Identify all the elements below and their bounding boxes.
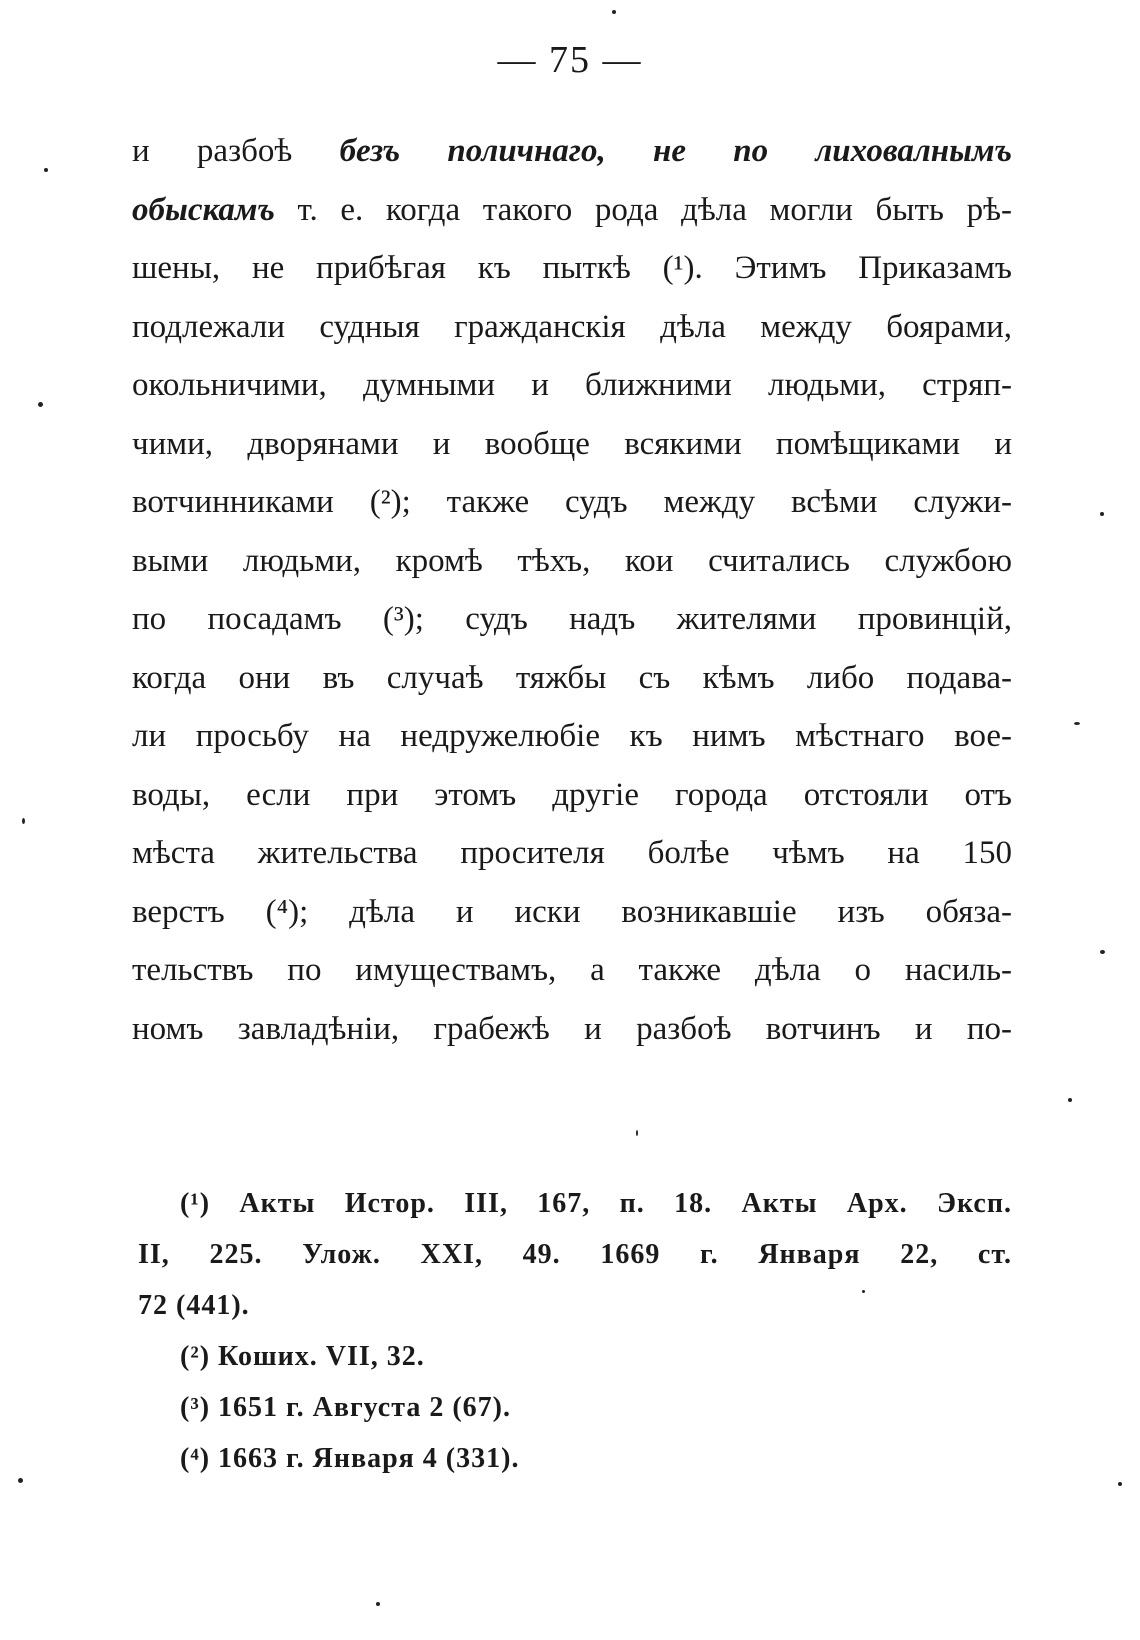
text-line xyxy=(132,766,1012,825)
text-segment: и разбоѣ xyxy=(132,133,340,169)
text-line xyxy=(132,181,1012,240)
footnote-line: (⁴) 1663 г. Января 4 (331). xyxy=(180,1443,520,1474)
scan-speck xyxy=(1100,950,1105,954)
text-segment: ли просьбу на недружелюбіе къ нимъ мѣстнаго вое- xyxy=(132,718,1012,754)
page-number: — 75 — xyxy=(497,39,643,81)
footnote-line: (²) Коших. VII, 32. xyxy=(180,1341,425,1372)
text-segment: окольничими, думными и ближними людьми, стряп- xyxy=(132,367,1012,403)
italic-phrase: безъ поличнаго, не по лиховалнымъ xyxy=(339,133,1012,169)
text-line xyxy=(132,532,1012,591)
text-line xyxy=(132,649,1012,708)
text-line xyxy=(132,941,1012,1000)
scan-speck xyxy=(612,10,616,14)
text-line xyxy=(132,298,1012,357)
text-line xyxy=(132,473,1012,532)
scan-speck xyxy=(1100,512,1104,516)
text-segment: тельствъ по имуществамъ, а также дѣла о насиль- xyxy=(132,952,1012,988)
text-segment: мѣста жительства просителя болѣе чѣмъ на 150 xyxy=(132,835,1012,871)
text-segment: подлежали судныя гражданскія дѣла между боярами, xyxy=(132,308,1012,345)
text-line xyxy=(132,415,1012,474)
text-segment: верстъ (⁴); дѣла и иски возникавшіе изъ обяза- xyxy=(132,893,1012,930)
scan-speck xyxy=(1118,1482,1122,1486)
scan-speck xyxy=(1074,722,1080,725)
scan-speck xyxy=(38,402,43,407)
text-segment: чими, дворянами и вообще всякими помѣщиками и xyxy=(132,425,1012,462)
scan-speck xyxy=(636,1130,638,1136)
text-line xyxy=(132,356,1012,415)
text-segment: вотчинниками (²); также судъ между всѣми служи- xyxy=(132,484,1012,520)
text-line xyxy=(132,824,1012,883)
text-line xyxy=(132,122,1012,181)
main-text-block xyxy=(132,122,1012,1058)
text-segment: т. е. когда такого рода дѣла могли быть рѣ- xyxy=(274,191,1012,228)
text-line xyxy=(132,707,1012,766)
scan-speck xyxy=(862,1290,865,1293)
text-line xyxy=(132,883,1012,942)
text-line xyxy=(132,590,1012,649)
footnotes-block xyxy=(138,1178,1012,1484)
scan-speck xyxy=(18,1478,23,1483)
scan-speck xyxy=(44,168,48,172)
footnote-line: (¹) Акты Истор. III, 167, п. 18. Акты Арх. Эксп. xyxy=(180,1188,1012,1219)
text-line xyxy=(132,239,1012,298)
text-segment: воды, если при этомъ другіе города отстояли отъ xyxy=(132,776,1012,813)
scan-speck xyxy=(22,818,25,824)
italic-phrase: обыскамъ xyxy=(132,191,275,228)
footnote-line: (³) 1651 г. Августа 2 (67). xyxy=(180,1392,511,1423)
scan-speck xyxy=(1068,1098,1072,1102)
text-segment: выми людьми, кромѣ тѣхъ, кои считались службою xyxy=(132,542,1012,579)
text-line xyxy=(132,1000,1012,1059)
text-segment: когда они въ случаѣ тяжбы съ кѣмъ либо подава- xyxy=(132,659,1012,696)
text-segment: шены, не прибѣгая къ пыткѣ (¹). Этимъ Приказамъ xyxy=(132,250,1012,286)
footnote-line: 72 (441). xyxy=(138,1290,250,1321)
text-segment: по посадамъ (³); судъ надъ жителями провинцій, xyxy=(132,601,1012,637)
text-segment: номъ завладѣніи, грабежѣ и разбоѣ вотчинъ и по- xyxy=(132,1010,1012,1047)
footnote-line: II, 225. Улож. XXI, 49. 1669 г. Января 22, ст. xyxy=(138,1239,1012,1270)
scan-speck xyxy=(376,1602,380,1606)
